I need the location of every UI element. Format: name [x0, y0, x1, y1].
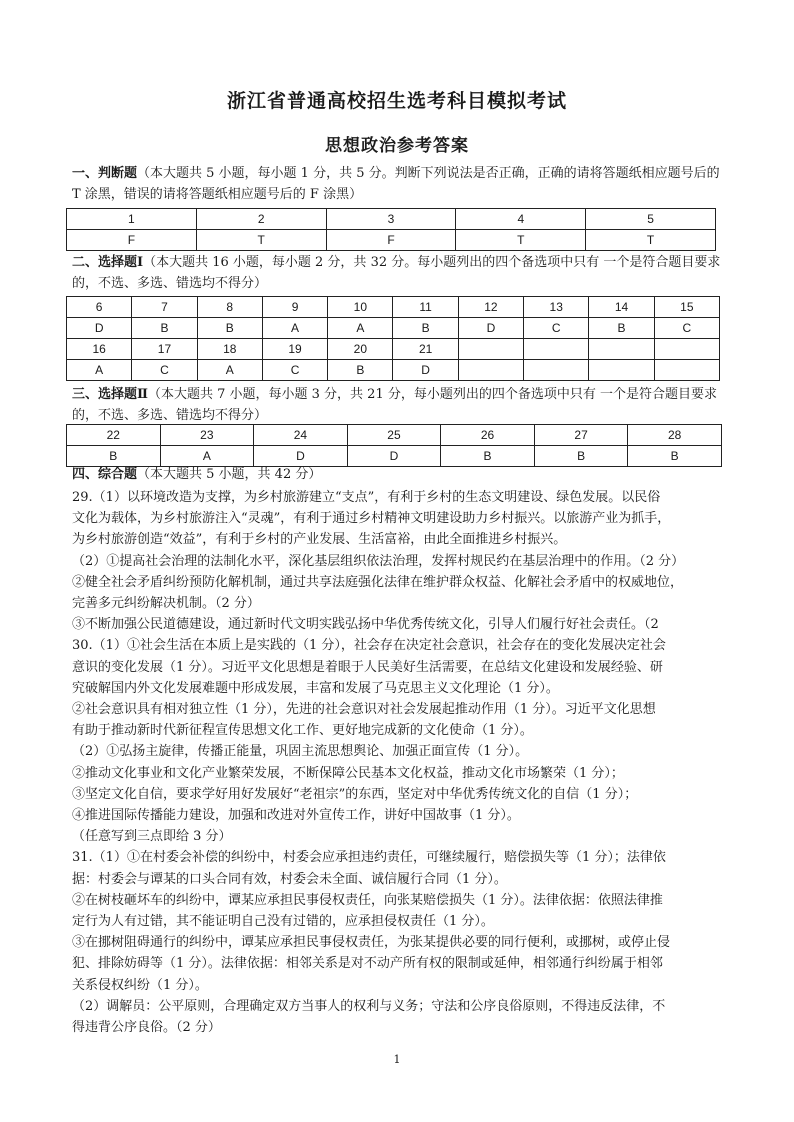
answer-line: 为乡村旅游创造“效益”，有利于乡村的产业发展、生活富裕，由此全面推进乡村振兴。 — [72, 532, 567, 548]
section2-number-cell: 17 — [132, 339, 197, 360]
section3-heading — [72, 384, 732, 426]
section2-number-cell — [589, 339, 654, 360]
answer-line: 犯、排除妨碍等（1 分）。法律依据：相邻关系是对不动产所有权的限制或延伸，相邻通行纠纷属于相邻 — [72, 956, 663, 972]
section2-number-cell: 20 — [328, 339, 393, 360]
section2-answer-cell: B — [393, 318, 458, 339]
section2-number-cell: 16 — [67, 339, 132, 360]
answer-line: 完善多元纠纷解决机制。（2 分） — [72, 596, 260, 612]
section4-note: （本大题共 5 小题，共 42 分） — [137, 467, 322, 482]
answer-line: （2）调解员：公平原则，合理确定双方当事人的权利与义务；守法和公序良俗原则，不得违反法律，不 — [72, 998, 666, 1014]
answer-line: 30.（1）①社会生活在本质上是实践的（1 分），社会存在决定社会意识，社会存在的变化发展决定社会 — [72, 638, 666, 654]
section1-number-cell: 4 — [456, 209, 586, 230]
section2-answer-cell — [524, 360, 589, 381]
page-subtitle: 思想政治参考答案 — [325, 136, 469, 156]
section1-row — [67, 209, 716, 230]
answer-line: 有助于推动新时代新征程宣传思想文化工作、更好地完成新的文化使命（1 分）。 — [72, 723, 533, 739]
section3-answer-cell: B — [534, 446, 628, 467]
section3-number-cell: 27 — [534, 425, 628, 446]
section2-answer-cell: C — [262, 360, 327, 381]
section3-answer-cell: D — [347, 446, 441, 467]
section2-number-cell: 7 — [132, 297, 197, 318]
section2-answer-cell — [589, 360, 654, 381]
section3-note: （本大题共 7 小题，每小题 3 分，共 21 分，每小题列出的四个备选项中只有 一个是符合题目要求的，不选、多选、错选均不得分） — [72, 387, 717, 423]
section2-answer-cell: C — [654, 318, 719, 339]
section1-answer-cell: T — [586, 230, 716, 251]
section3-number-cell: 24 — [254, 425, 348, 446]
section2-answer-cell: C — [524, 318, 589, 339]
section3-answer-cell: D — [254, 446, 348, 467]
answer-line: ②推动文化事业和文化产业繁荣发展，不断保障公民基本文化权益，推动文化市场繁荣（1 分）； — [72, 765, 624, 781]
section2-answer-cell: D — [67, 318, 132, 339]
section1-heading — [72, 163, 732, 205]
section2-row — [67, 339, 720, 360]
page-title: 浙江省普通高校招生选考科目模拟考试 — [226, 90, 567, 112]
page-number: 1 — [393, 1053, 401, 1066]
answer-line: ②社会意识具有相对独立性（1 分），先进的社会意识对社会发展起推动作用（1 分）。习近平文化思想 — [72, 702, 656, 718]
section3-answer-cell: B — [628, 446, 722, 467]
answer-line: 意识的变化发展（1 分）。习近平文化思想是着眼于人民美好生活需要，在总结文化建设和发展经验、研 — [72, 659, 663, 675]
section3-answer-table — [66, 424, 722, 467]
section1-row — [67, 230, 716, 251]
section3-title: 三、选择题Ⅱ — [72, 387, 148, 402]
section1-title: 一、判断题 — [72, 166, 138, 181]
section2-title: 二、选择题Ⅰ — [72, 255, 144, 270]
section1-answer-table — [66, 208, 716, 251]
answer-line: 31.（1）①在村委会补偿的纠纷中，村委会应承担违约责任，可继续履行，赔偿损失等（1 分）；法律依 — [72, 850, 666, 866]
section4-title: 四、综合题 — [72, 467, 138, 482]
section3-number-cell: 22 — [67, 425, 161, 446]
answer-line: 究破解国内外文化发展难题中形成发展，丰富和发展了马克思主义文化理论（1 分）。 — [72, 680, 559, 696]
answer-line: ③坚定文化自信，要求学好用好发展好“老祖宗”的东西，坚定对中华优秀传统文化的自信（1 分）； — [72, 786, 638, 802]
section1-answer-cell: F — [67, 230, 197, 251]
section3-number-cell: 26 — [441, 425, 535, 446]
section2-answer-cell — [458, 360, 523, 381]
section1-number-cell: 1 — [67, 209, 197, 230]
section2-answer-cell: C — [132, 360, 197, 381]
section2-number-cell: 21 — [393, 339, 458, 360]
section2-answer-cell: A — [67, 360, 132, 381]
section3-answer-cell: A — [160, 446, 254, 467]
answer-line: （2）①弘扬主旋律，传播正能量，巩固主流思想舆论、加强正面宣传（1 分）。 — [72, 744, 529, 760]
section2-answer-cell: D — [458, 318, 523, 339]
section2-number-cell — [458, 339, 523, 360]
section2-answer-cell: B — [328, 360, 393, 381]
section2-answer-cell: B — [132, 318, 197, 339]
section1-note: （本大题共 5 小题，每小题 1 分，共 5 分。判断下列说法是否正确，正确的请将答题纸相应题号后的 T 涂黑，错误的请将答题纸相应题号后的 F 涂黑） — [72, 166, 720, 202]
section2-answer-cell: B — [197, 318, 262, 339]
section2-answer-cell: D — [393, 360, 458, 381]
section2-answer-cell — [654, 360, 719, 381]
section4-answers — [72, 487, 724, 1038]
section2-answer-cell: A — [197, 360, 262, 381]
section3-row — [67, 425, 722, 446]
section2-answer-cell: B — [589, 318, 654, 339]
section2-row — [67, 360, 720, 381]
section1-answer-cell: F — [326, 230, 456, 251]
section2-heading — [72, 252, 732, 294]
section2-number-cell: 10 — [328, 297, 393, 318]
answer-line: ②在树枝砸坏车的纠纷中，谭某应承担民事侵权责任，向张某赔偿损失（1 分）。法律依据：依照法律推 — [72, 892, 663, 908]
section2-row — [67, 297, 720, 318]
section2-number-cell: 13 — [524, 297, 589, 318]
answer-line: （2）①提高社会治理的法制化水平，深化基层组织依法治理，发挥村规民约在基层治理中的作用。（2 分） — [72, 553, 685, 569]
section2-row — [67, 318, 720, 339]
section1-number-cell: 3 — [326, 209, 456, 230]
section1-number-cell: 2 — [196, 209, 326, 230]
section2-answer-cell: A — [262, 318, 327, 339]
section2-number-cell: 18 — [197, 339, 262, 360]
section2-number-cell: 14 — [589, 297, 654, 318]
section3-number-cell: 28 — [628, 425, 722, 446]
section3-answer-cell: B — [67, 446, 161, 467]
section2-number-cell: 19 — [262, 339, 327, 360]
section3-number-cell: 25 — [347, 425, 441, 446]
section2-number-cell: 11 — [393, 297, 458, 318]
section2-note: （本大题共 16 小题，每小题 2 分，共 32 分。每小题列出的四个备选项中只有 一个是符合题目要求的，不选、多选、错选均不得分） — [72, 255, 721, 291]
section2-number-cell: 9 — [262, 297, 327, 318]
section1-answer-cell: T — [456, 230, 586, 251]
answer-line: 定行为人有过错，其不能证明自己没有过错的，应承担侵权责任（1 分）。 — [72, 914, 494, 930]
answer-line: ②健全社会矛盾纠纷预防化解机制，通过共享法庭强化法律在维护群众权益、化解社会矛盾中的权威地位， — [72, 574, 684, 590]
section4-heading — [72, 464, 732, 485]
answer-line: （任意写到三点即给 3 分） — [72, 829, 232, 845]
section2-number-cell: 6 — [67, 297, 132, 318]
answer-line: 29.（1）以环境改造为支撑，为乡村旅游建立“支点”，有利于乡村的生态文明建设、绿色发展。以民俗 — [72, 490, 661, 505]
answer-line: 据：村委会与谭某的口头合同有效，村委会未全面、诚信履行合同（1 分）。 — [72, 871, 507, 887]
answer-line: 文化为载体，为乡村旅游注入“灵魂”，有利于通过乡村精神文明建设助力乡村振兴。以旅游产业为抓手， — [72, 511, 671, 527]
section2-answer-table — [66, 296, 720, 381]
answer-line: ④推进国际传播能力建设，加强和改进对外宣传工作，讲好中国故事（1 分）。 — [72, 808, 520, 824]
section1-number-cell: 5 — [586, 209, 716, 230]
answer-line: 关系侵权纠纷（1 分）。 — [72, 977, 208, 993]
section2-answer-cell: A — [328, 318, 393, 339]
section2-number-cell — [654, 339, 719, 360]
section2-number-cell — [524, 339, 589, 360]
answer-line: ③不断加强公民道德建设，通过新时代文明实践弘扬中华优秀传统文化，引导人们履行好社会责任。（2 — [72, 617, 659, 633]
section3-answer-cell: B — [441, 446, 535, 467]
answer-line: ③在挪树阻碍通行的纠纷中，谭某应承担民事侵权责任，为张某提供必要的同行便利，或挪树，或停止侵 — [72, 935, 671, 951]
section3-number-cell: 23 — [160, 425, 254, 446]
section2-number-cell: 15 — [654, 297, 719, 318]
answer-line: 得违背公序良俗。（2 分） — [72, 1020, 221, 1036]
section2-number-cell: 12 — [458, 297, 523, 318]
section2-number-cell: 8 — [197, 297, 262, 318]
section1-answer-cell: T — [196, 230, 326, 251]
